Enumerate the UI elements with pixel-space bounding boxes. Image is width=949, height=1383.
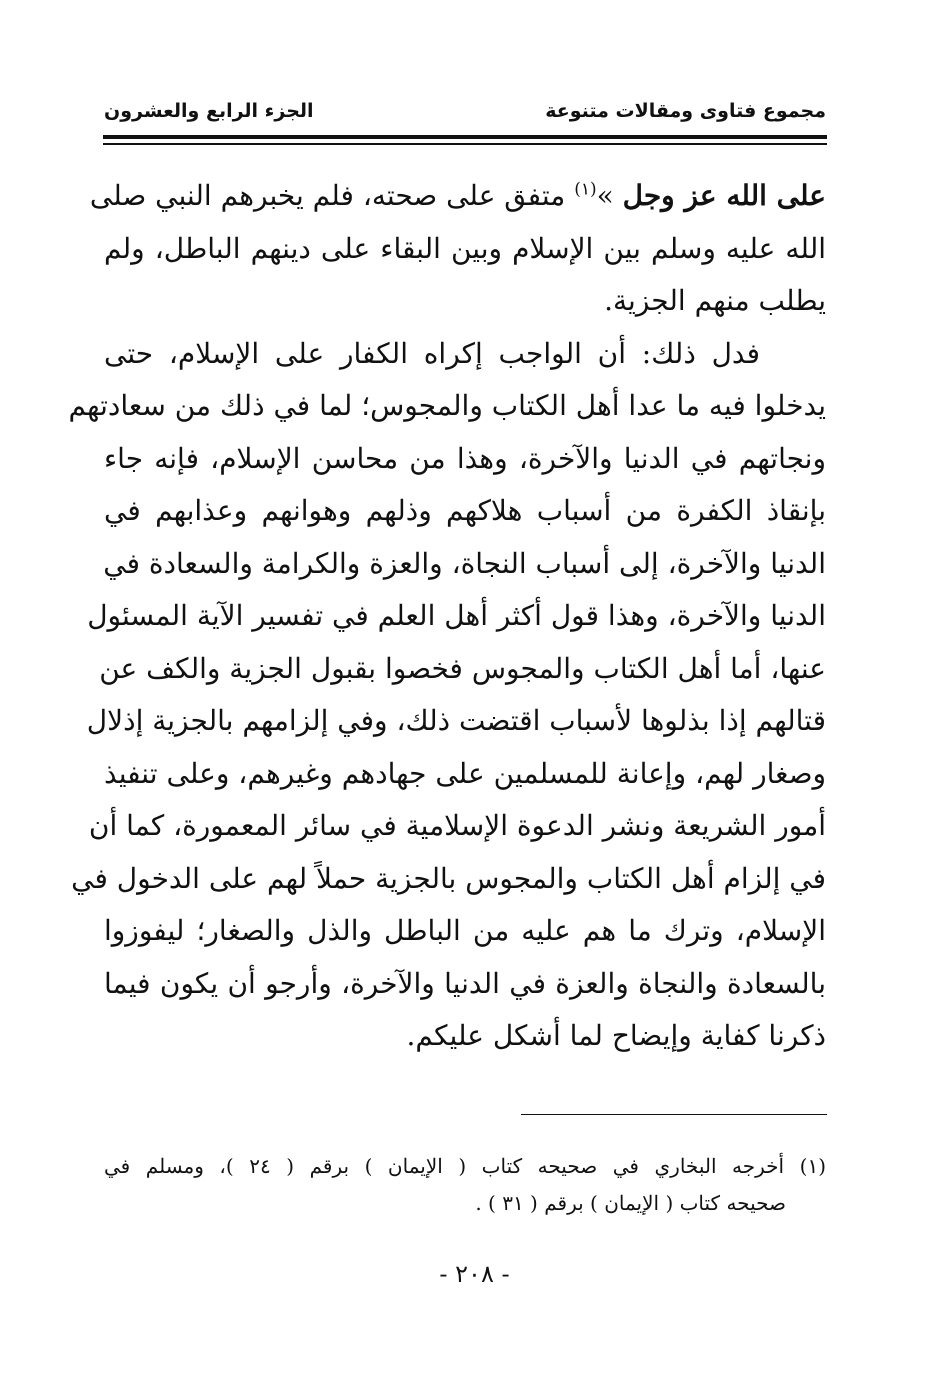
body-line: الدنيا والآخرة، وهذا قول أكثر أهل العلم في تفسير الآية المسئول bbox=[87, 599, 826, 632]
body-line: الدنيا والآخرة، إلى أسباب النجاة، والعزة والكرامة والسعادة في bbox=[103, 546, 826, 580]
page-number: - ٢٠٨ - bbox=[439, 1260, 510, 1288]
body-line: الله عليه وسلم بين الإسلام وبين البقاء على دينهم الباطل، ولم bbox=[104, 231, 826, 265]
footnotes bbox=[104, 1148, 826, 1222]
body-line: عنها، أما أهل الكتاب والمجوس فخصوا بقبول الجزية والكف عن bbox=[99, 651, 826, 685]
body-line: أمور الشريعة ونشر الدعوة الإسلامية في سائر المعمورة، كما أن bbox=[88, 809, 826, 842]
volume-label: الجزء الرابع والعشرون bbox=[104, 100, 314, 122]
footnote-line-2: صحيحه كتاب ( الإيمان ) برقم ( ٣١ ) . bbox=[475, 1191, 786, 1215]
body-line: وصغار لهم، وإعانة للمسلمين على جهادهم وغيرهم، وعلى تنفيذ bbox=[104, 756, 826, 790]
body-line: بإنقاذ الكفرة من أسباب هلاكهم وذلهم وهوانهم وعذابهم في bbox=[104, 494, 826, 527]
body-line: قتالهم إذا بذلوها لأسباب اقتضت ذلك، وفي إلزامهم بالجزية إذلال bbox=[86, 704, 826, 737]
bold-phrase: على الله عز وجل bbox=[622, 179, 826, 212]
body-line: يدخلوا فيه ما عدا أهل الكتاب والمجوس؛ لما في ذلك من سعادتهم bbox=[68, 389, 826, 422]
running-header bbox=[104, 96, 826, 132]
body-line: يطلب منهم الجزية. bbox=[604, 284, 826, 317]
body-line: ونجاتهم في الدنيا والآخرة، وهذا من محاسن الإسلام، فإنه جاء bbox=[104, 441, 826, 475]
body-line-1 bbox=[89, 170, 826, 223]
body-line: ذكرنا كفاية وإيضاح لما أشكل عليكم. bbox=[406, 1019, 826, 1052]
header-rule-thick bbox=[103, 135, 827, 139]
body-text bbox=[68, 170, 826, 1063]
book-title: مجموع فتاوى ومقالات متنوعة bbox=[545, 100, 826, 122]
body-line: الإسلام، وترك ما هم عليه من الباطل والذل والصغار؛ ليفوزوا bbox=[104, 914, 826, 947]
footnote-line-1: (١) أخرجه البخاري في صحيحه كتاب ( الإيمان ) برقم ( ٢٤ )، ومسلم في bbox=[104, 1154, 826, 1178]
body-line: في إلزام أهل الكتاب والمجوس بالجزية حملاً لهم على الدخول في bbox=[71, 861, 826, 895]
quote-close: » bbox=[596, 179, 614, 212]
body-line: بالسعادة والنجاة والعزة في الدنيا والآخرة، وأرجو أن يكون فيما bbox=[104, 966, 826, 1000]
body-line-1-rest: متفق على صحته، فلم يخبرهم النبي صلى bbox=[89, 179, 566, 212]
body-line-paragraph-start: فدل ذلك: أن الواجب إكراه الكفار على الإسلام، حتى bbox=[104, 336, 760, 370]
header-rule-thin bbox=[103, 143, 827, 145]
footnote-separator bbox=[521, 1114, 827, 1115]
footnote-reference: (١) bbox=[574, 179, 597, 200]
